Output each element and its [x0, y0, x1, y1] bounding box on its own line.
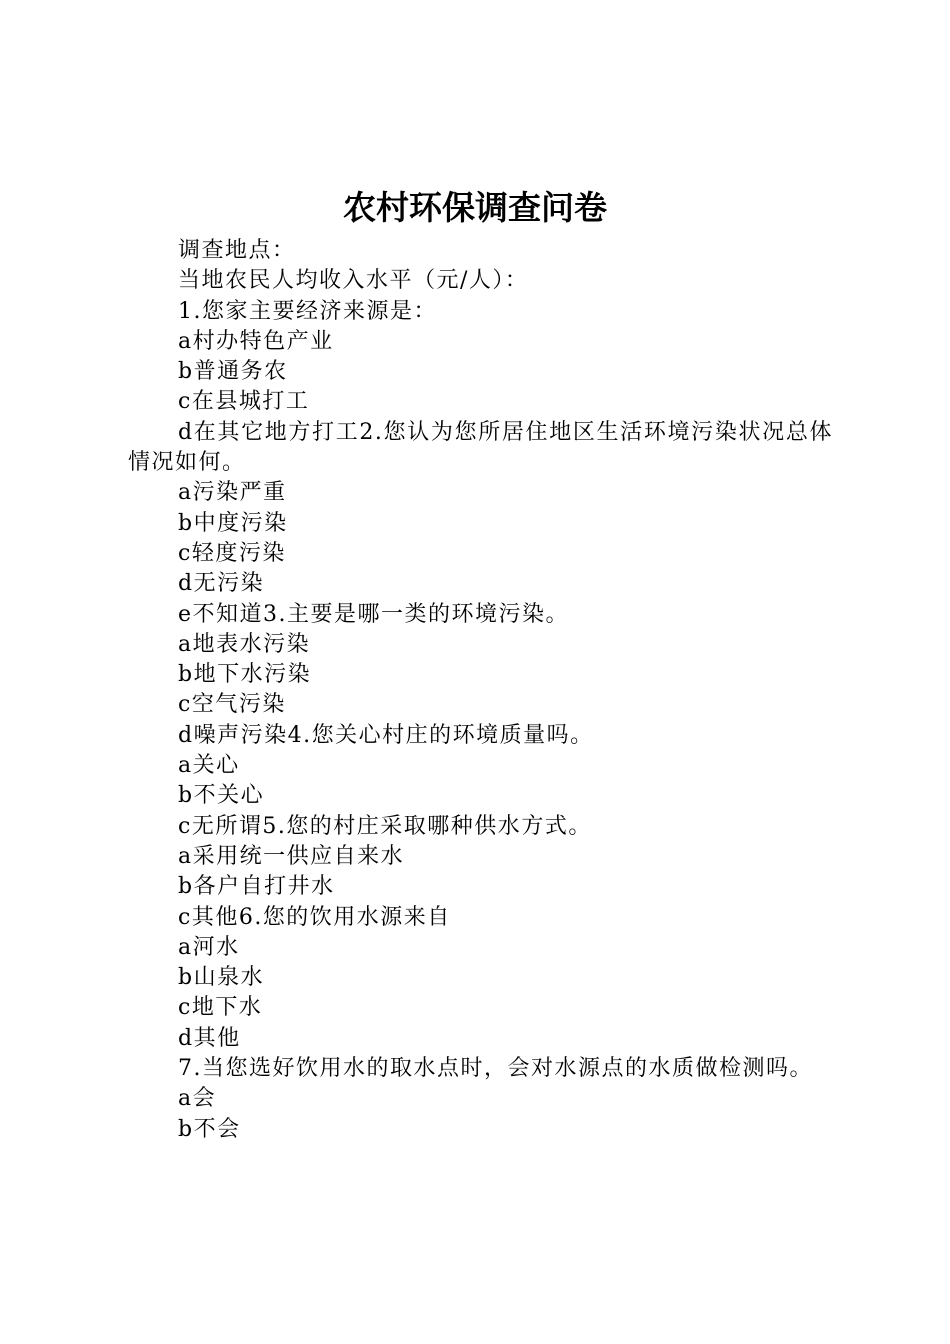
q7-option-b: b不会 [178, 1116, 241, 1142]
q4-option-b: b不关心 [178, 783, 265, 809]
q6-option-b: b山泉水 [178, 965, 265, 991]
survey-location-line: 调查地点： [178, 238, 296, 263]
income-level-line: 当地农民人均收入水平（元/人）： [178, 268, 529, 294]
q5-option-c-question-6: c其他6.您的饮用水源来自 [178, 904, 451, 930]
q3-option-a: a地表水污染 [178, 631, 311, 657]
q7-option-a: a会 [178, 1086, 217, 1112]
q6-option-d: d其他 [178, 1025, 241, 1051]
q3-option-c: c空气污染 [178, 692, 286, 718]
question-1: 1.您家主要经济来源是： [178, 298, 437, 324]
q3-option-d-question-4: d噪声污染4.您关心村庄的环境质量吗。 [178, 722, 594, 748]
q4-option-c-question-5: c无所谓5.您的村庄采取哪种供水方式。 [178, 813, 592, 839]
q6-option-a: a河水 [178, 934, 240, 960]
q2-option-e-question-3: e不知道3.主要是哪一类的环境污染。 [178, 601, 570, 627]
q3-option-b: b地下水污染 [178, 662, 312, 688]
q1-option-d-question-2: d在其它地方打工2.您认为您所居住地区生活环境污染状况总体情况如何。 [128, 419, 833, 476]
q5-option-a: a采用统一供应自来水 [178, 843, 405, 869]
q2-option-b: b中度污染 [178, 510, 288, 536]
q2-option-c: c轻度污染 [178, 540, 286, 566]
question-7: 7.当您选好饮用水的取水点时，会对水源点的水质做检测吗。 [178, 1056, 813, 1082]
q1-option-c: c在县城打工 [178, 389, 310, 415]
questionnaire-body [128, 236, 833, 1145]
q4-option-a: a关心 [178, 753, 240, 779]
q2-option-d: d无污染 [178, 571, 265, 597]
q5-option-b: b各户自打井水 [178, 874, 335, 900]
q1-option-b: b普通务农 [178, 359, 288, 385]
q2-option-a: a污染严重 [178, 480, 287, 506]
document-title: 农村环保调查问卷 [343, 188, 607, 227]
q6-option-c: c地下水 [178, 995, 263, 1021]
q1-option-a: a村办特色产业 [178, 328, 334, 354]
